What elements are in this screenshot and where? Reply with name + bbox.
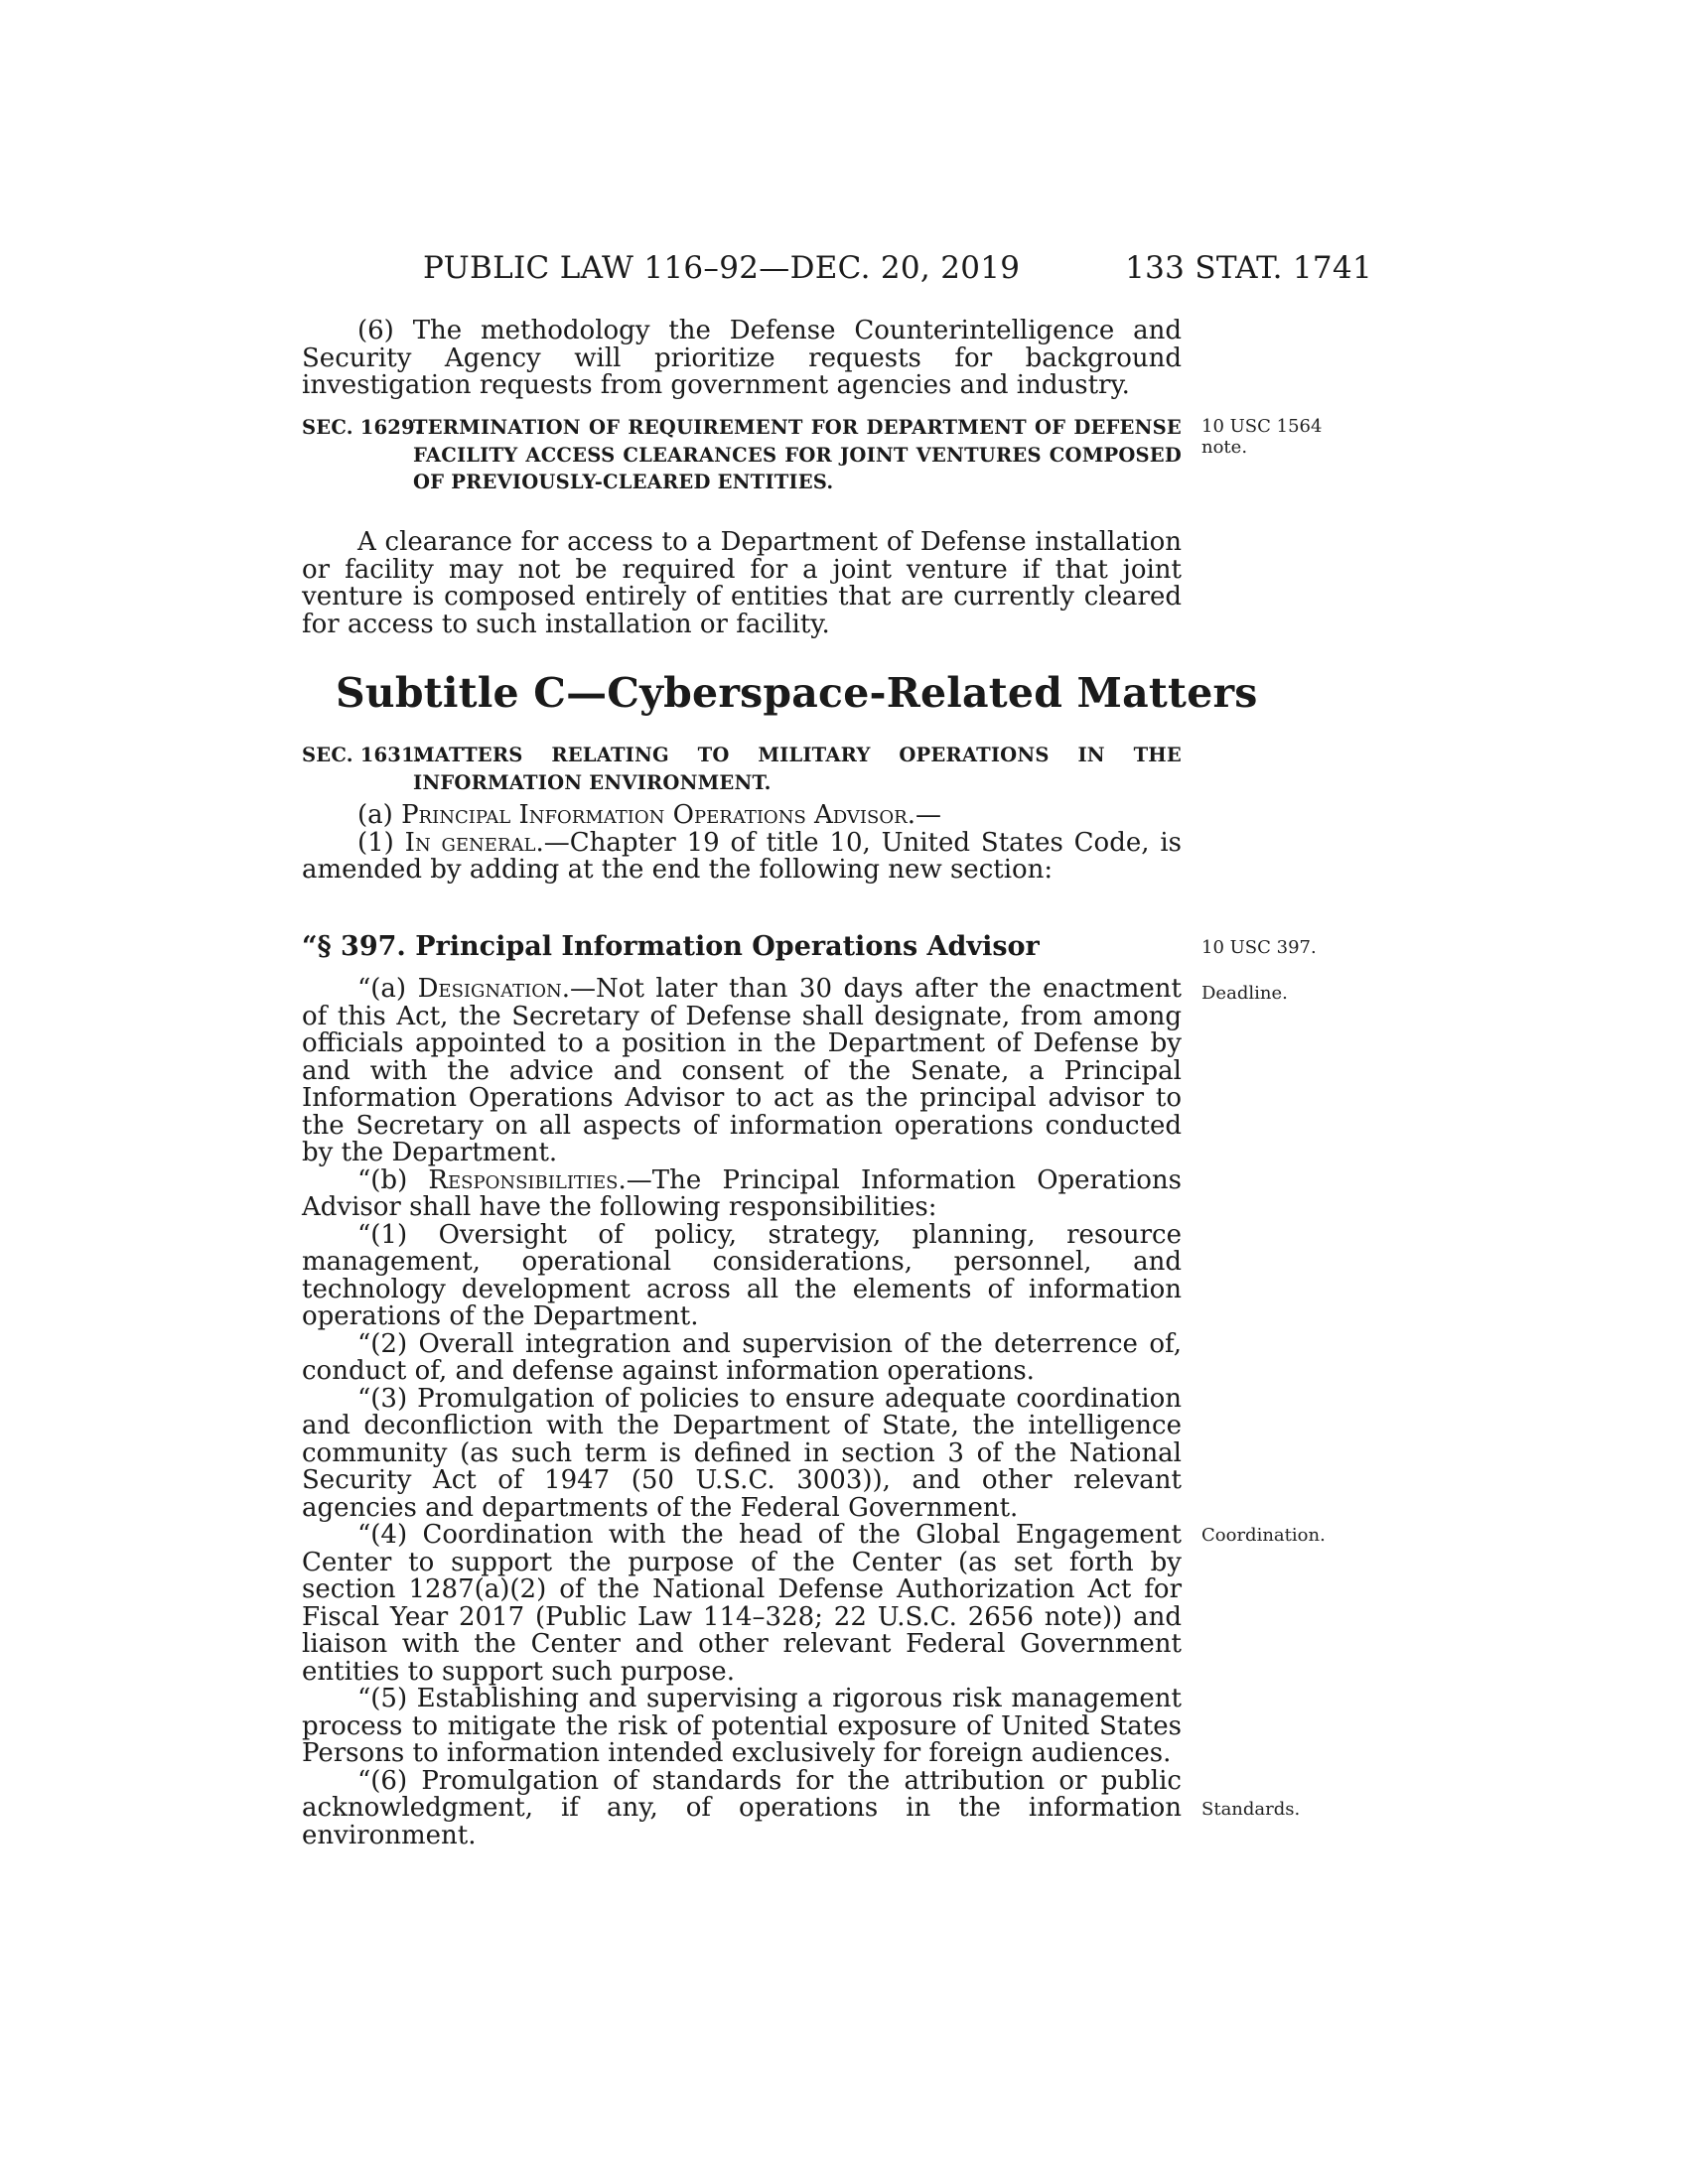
subsection-a-heading: Principal Information Operations Advisor — [401, 800, 908, 830]
responsibility-item-5: “(5) Establishing and supervising a rigorous risk management process to mitigate the risk of potential exposure of United States Persons to information intended exclusively for foreign audiences. — [302, 1684, 1182, 1768]
designation-heading: Designation — [417, 974, 562, 1004]
margin-note-10-usc-397: 10 USC 397. — [1201, 937, 1317, 958]
running-header-left: PUBLIC LAW 116–92—DEC. 20, 2019 — [423, 250, 1021, 286]
margin-note-line-2: note. — [1201, 437, 1248, 458]
paragraph-1-text: .—Chapter 19 of title 10, United States Code, is amended by adding at the end the following new section: — [302, 827, 1182, 885]
sec-1631-heading — [302, 742, 1182, 796]
designation-label: “(a) — [357, 974, 418, 1004]
responsibilities-heading: Responsibilities — [428, 1164, 619, 1195]
paragraph-1-label: (1) — [357, 827, 405, 858]
margin-note-deadline: Deadline. — [1201, 983, 1288, 1004]
sec-1629-title: TERMINATION OF REQUIREMENT FOR DEPARTMENT OF DEFENSE FACILITY ACCESS CLEARANCES FOR JOINT VENTURES COMPOSED OF PREVIOUSLY-CLEARED ENTITIES. — [413, 416, 1182, 493]
section-397-subsection-b — [302, 1164, 1182, 1222]
sec-1629-body-block — [302, 529, 1182, 638]
margin-note-coordination: Coordination. — [1201, 1525, 1326, 1546]
paragraph-1-heading: In general — [404, 827, 536, 858]
margin-note-standards: Standards. — [1201, 1799, 1301, 1820]
responsibility-item-4: “(4) Coordination with the head of the Global Engagement Center to support the purpose of the Center (as set forth by section 1287(a)(2) of the National Defense Authorization Act for Fiscal Year 2017 (Public Law 114–328; 22 U.S.C. 2656 note)) and liaison with the Center and other relevant Federal Government entities to support such purpose. — [302, 1520, 1182, 1687]
margin-note-line-1: 10 USC 1564 — [1201, 416, 1323, 437]
section-397-subsection-a — [302, 976, 1182, 1167]
paragraph-6-prev: (6) The methodology the Defense Counterintelligence and Security Agency will prioritize requests for background investigation requests from government agencies and industry. — [302, 316, 1182, 400]
responsibility-item-3: “(3) Promulgation of policies to ensure adequate coordination and deconfliction with the Department of State, the intelligence community (as such term is defined in section 3 of the National Security Act of 1947 (50 U.S.C. 3003)), and other relevant agencies and departments of the Federal Government. — [302, 1383, 1182, 1523]
sec-1631-number: SEC. 1631. — [302, 744, 422, 766]
responsibility-item-2: “(2) Overall integration and supervision of the deterrence of, conduct of, and defense against information operations. — [302, 1328, 1182, 1386]
sec-1629-heading — [302, 414, 1182, 496]
sec-1631-title: MATTERS RELATING TO MILITARY OPERATIONS IN THE INFORMATION ENVIRONMENT. — [413, 744, 1182, 794]
sec-1631-paragraph-1 — [246, 827, 1182, 885]
section-397-body — [302, 976, 1182, 1849]
sec-1629-body: A clearance for access to a Department of Defense installation or facility may not be required for a joint venture if that joint venture is composed entirely of entities that are currently cleared for access to such installation or facility. — [302, 527, 1182, 639]
subtitle-heading: Subtitle C—Cyberspace-Related Matters — [336, 669, 1258, 717]
responsibilities-text: .—The Principal Information Operations Advisor shall have the following responsibilities: — [302, 1164, 1182, 1222]
responsibilities-label: “(b) — [357, 1164, 429, 1195]
responsibility-item-6: “(6) Promulgation of standards for the attribution or public acknowledgment, if any, of operations in the information environment. — [302, 1765, 1182, 1850]
margin-note-10-usc-1564 — [1201, 416, 1322, 458]
subsection-a-tail: .— — [907, 800, 941, 830]
sec-1631-body-block — [302, 802, 1182, 885]
section-397-heading: “§ 397. Principal Information Operations Advisor — [302, 931, 1040, 962]
responsibility-item-1: “(1) Oversight of policy, strategy, planning, resource management, operational considerations, personnel, and technology development across all the elements of information operations of the Department. — [302, 1219, 1182, 1331]
designation-text: .—Not later than 30 days after the enactment of this Act, the Secretary of Defense shall designate, from among officials appointed to a position in the Department of Defense by and with the advice and consent of the Senate, a Principal Information Operations Advisor to act as the principal advisor to the Secretary on all aspects of information operations conducted by the Department. — [302, 974, 1182, 1167]
sec-1631-subsection-a — [302, 802, 1182, 830]
running-header-right: 133 STAT. 1741 — [1125, 250, 1372, 286]
paragraph-6-prev-block — [302, 318, 1182, 400]
sec-1629-number: SEC. 1629. — [302, 416, 422, 439]
subsection-a-label: (a) — [357, 800, 402, 830]
